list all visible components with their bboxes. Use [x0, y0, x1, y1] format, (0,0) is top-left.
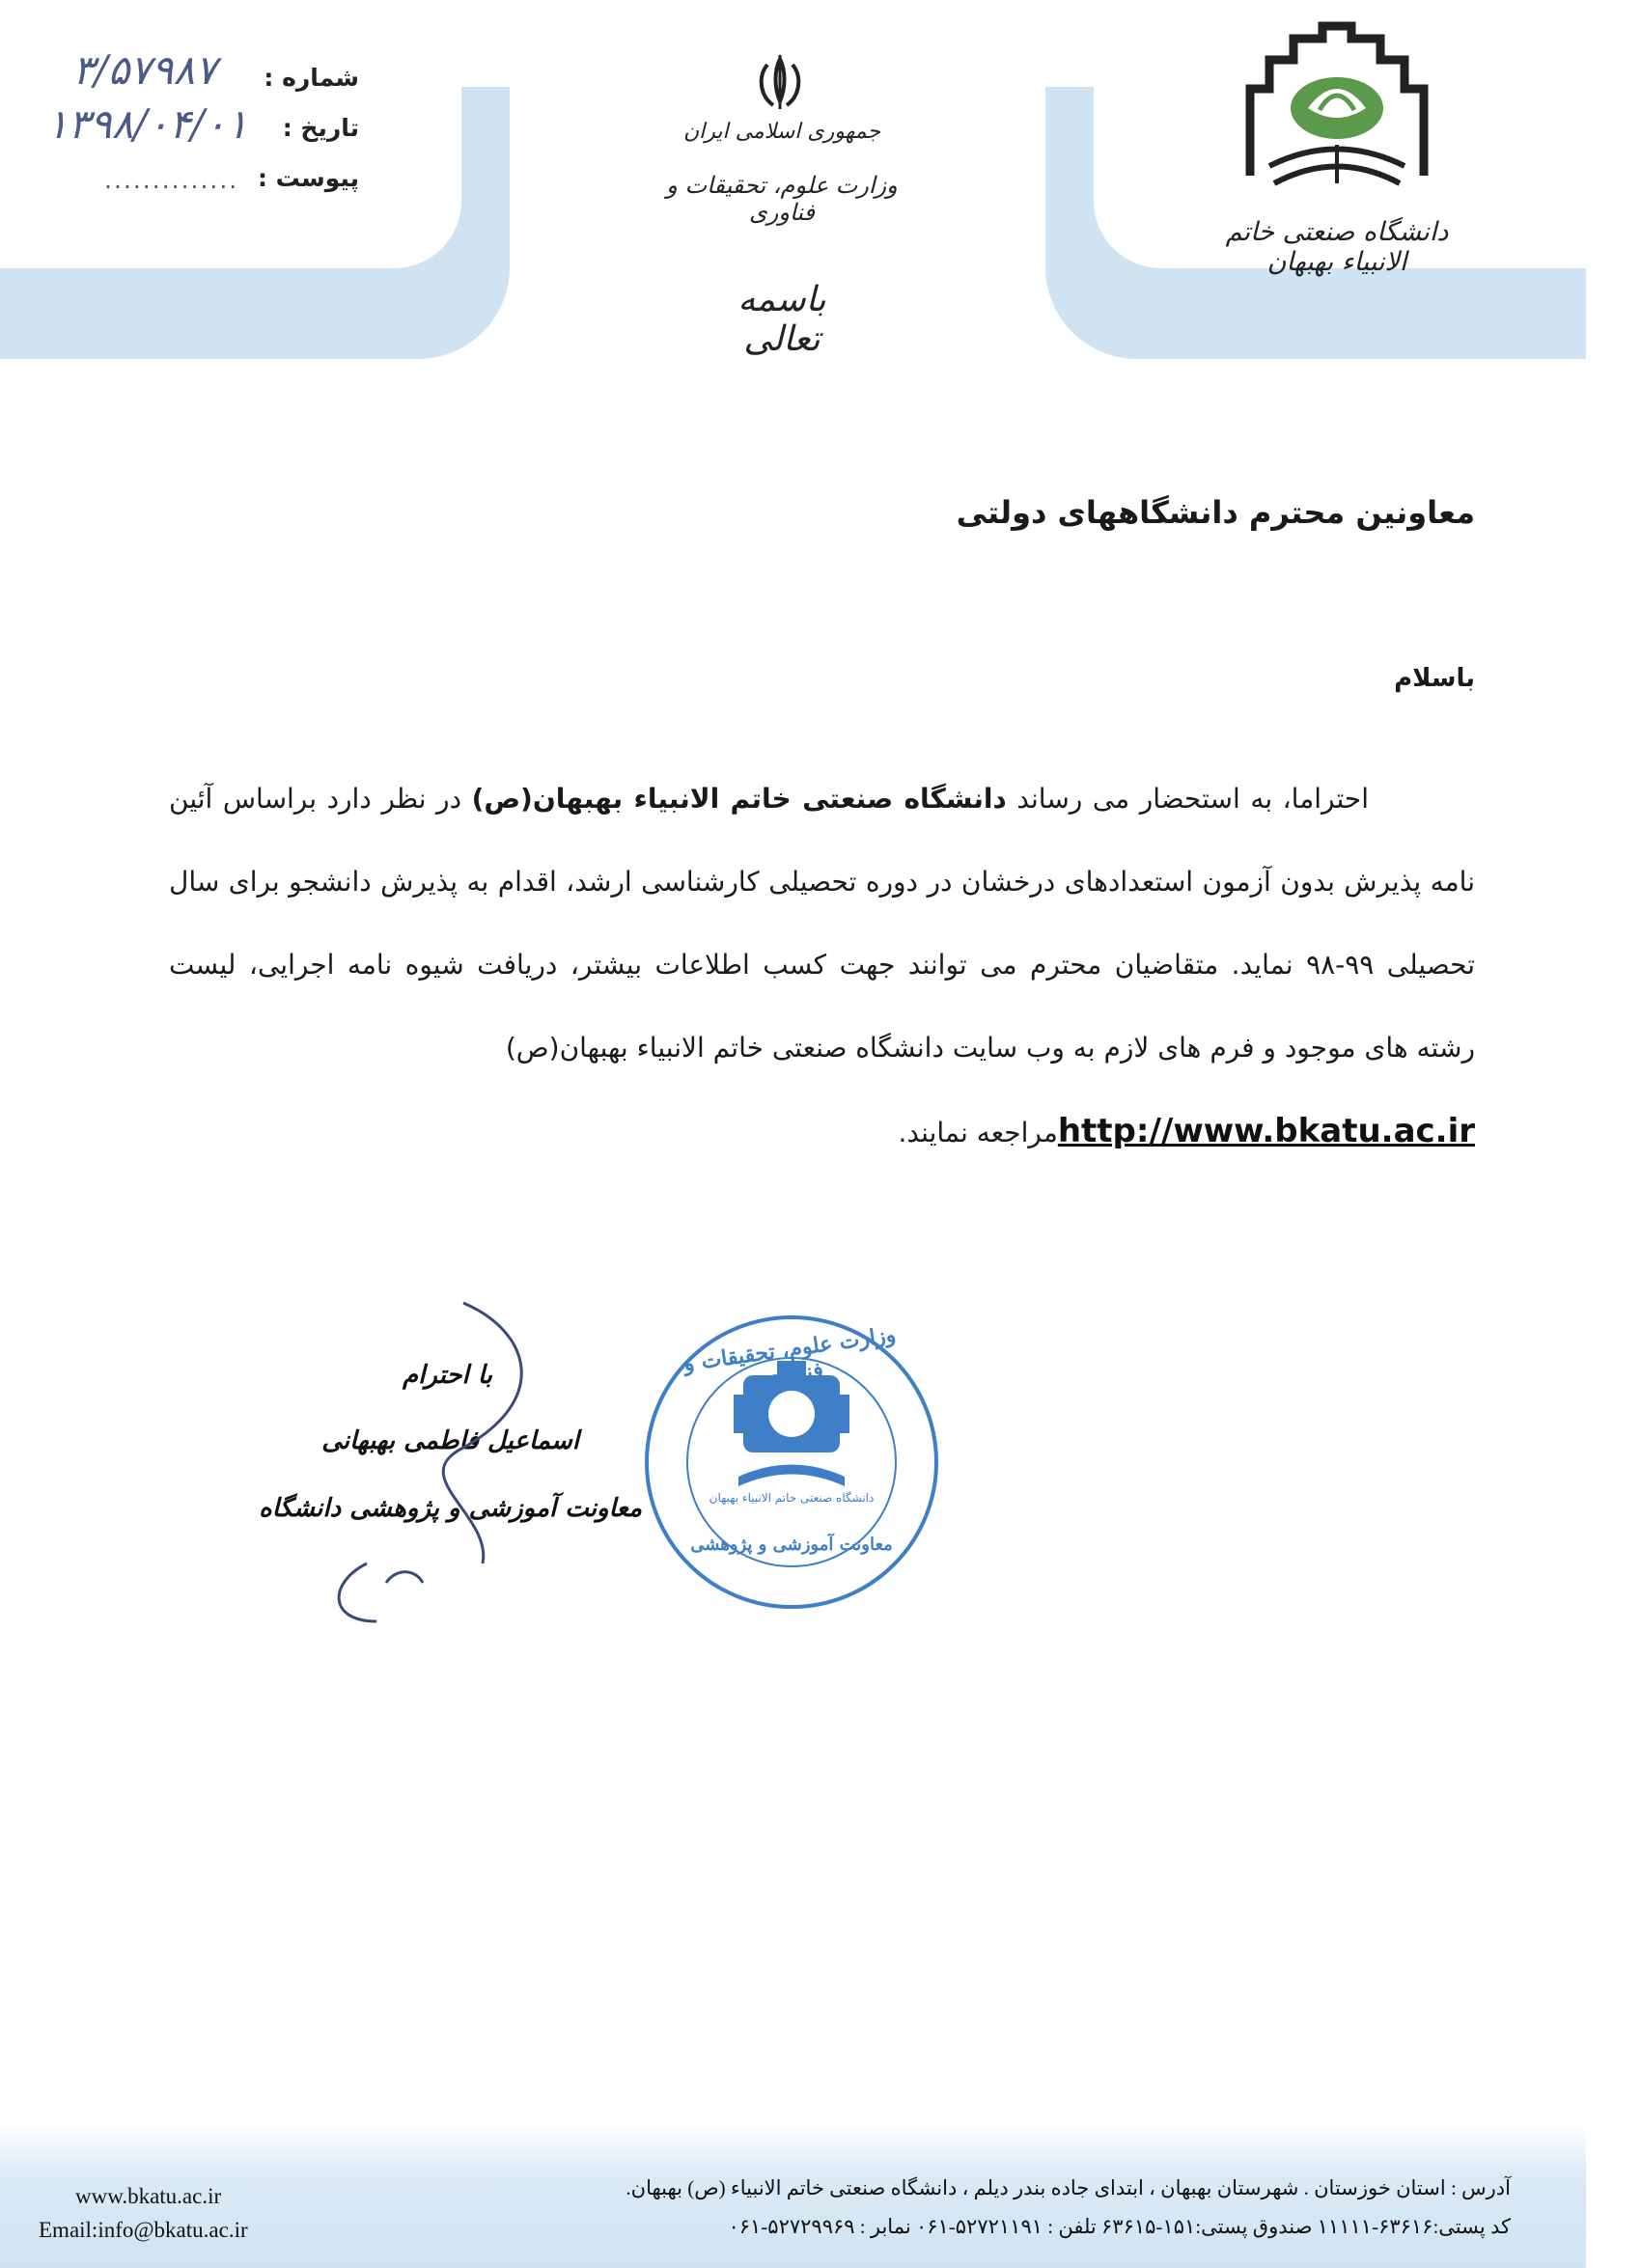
- para-bold: دانشگاه صنعتی خاتم الانبیاء بهبهان(ص): [471, 783, 1007, 815]
- date-value: ۱۳۹۸/۰۴/۰۱: [46, 100, 248, 148]
- closing-text: مراجعه نمایند.: [898, 1117, 1058, 1148]
- footer-email[interactable]: Email:info@bkatu.ac.ir: [39, 2218, 248, 2242]
- number-value: ۳/۵۷۹۸۷: [72, 46, 217, 94]
- attachment-label: پیوست :: [257, 164, 359, 192]
- ministry-line2: وزارت علوم، تحقیقات و فناوری: [666, 172, 898, 226]
- letter-body: [169, 758, 1475, 1175]
- university-logo-icon: [1231, 21, 1443, 195]
- greeting: باسلام: [1394, 664, 1475, 693]
- stamp-ring-text: وزارت علوم، تحقیقات و فناوری: [681, 1321, 898, 1392]
- footer-contacts: کد پستی:۶۳۶۱۶-۱۱۱۱۱ صندوق پستی:۱۵۱-۶۳۶۱۵ تلفن : ۵۲۷۲۱۱۹۱-۰۶۱ نمابر : ۵۲۷۲۹۹۶۹-۰۶۱: [728, 2215, 1511, 2238]
- stamp-bottom-text: معاونت آموزشی و پژوهشی: [690, 1535, 893, 1555]
- date-label: تاریخ :: [282, 114, 359, 142]
- ministry-line1: جمهوری اسلامی ایران: [682, 120, 881, 144]
- para-part2: در نظر دارد براساس آئین نامه پذیرش بدون آزمون استعدادهای درخشان در دوره تحصیلی کارشناسی ارشد، اقدام به پذیرش دانشجو برای سال تحصیلی ۹۹-۹۸ نماید. متقاضیان محترم می توانند جهت کسب اطلاعات بیشتر، دریافت شیوه نامه اجرایی، لیست رشته های موجود و فرم های لازم به وب سایت دانشگاه صنعتی خاتم الانبیاء بهبهان(ص): [169, 783, 1475, 1064]
- regards: با احترام: [402, 1361, 492, 1390]
- website-link[interactable]: http://www.bkatu.ac.ir: [1057, 1112, 1475, 1150]
- iran-emblem-icon: [748, 53, 812, 113]
- footer-address: آدرس : استان خوزستان . شهرستان بهبهان ، ابتدای جاده بندر دیلم ، دانشگاه صنعتی خاتم الانبیاء (ص) بهبهان.: [626, 2176, 1511, 2199]
- number-label: شماره :: [264, 64, 359, 92]
- signer-name: اسماعیل فاطمی بهبهانی: [321, 1426, 579, 1455]
- stamp-inner-text: دانشگاه صنعتی خاتم الانبیاء بهبهان: [709, 1491, 875, 1505]
- recipient: معاونین محترم دانشگاههای دولتی: [956, 494, 1475, 531]
- handwritten-signature-icon: [319, 1293, 570, 1641]
- motto: باسمه تعالی: [737, 280, 826, 359]
- signer-title: معاونت آموزشی و پژوهشی دانشگاه: [259, 1494, 642, 1523]
- footer-website[interactable]: www.bkatu.ac.ir: [75, 2184, 222, 2208]
- attachment-dots: ..............: [104, 166, 239, 194]
- para-part1: احتراما، به استحضار می رساند: [1006, 783, 1369, 815]
- university-name: دانشگاه صنعتی خاتم الانبیاء بهبهان: [1225, 217, 1449, 277]
- url-line: [169, 1090, 1475, 1175]
